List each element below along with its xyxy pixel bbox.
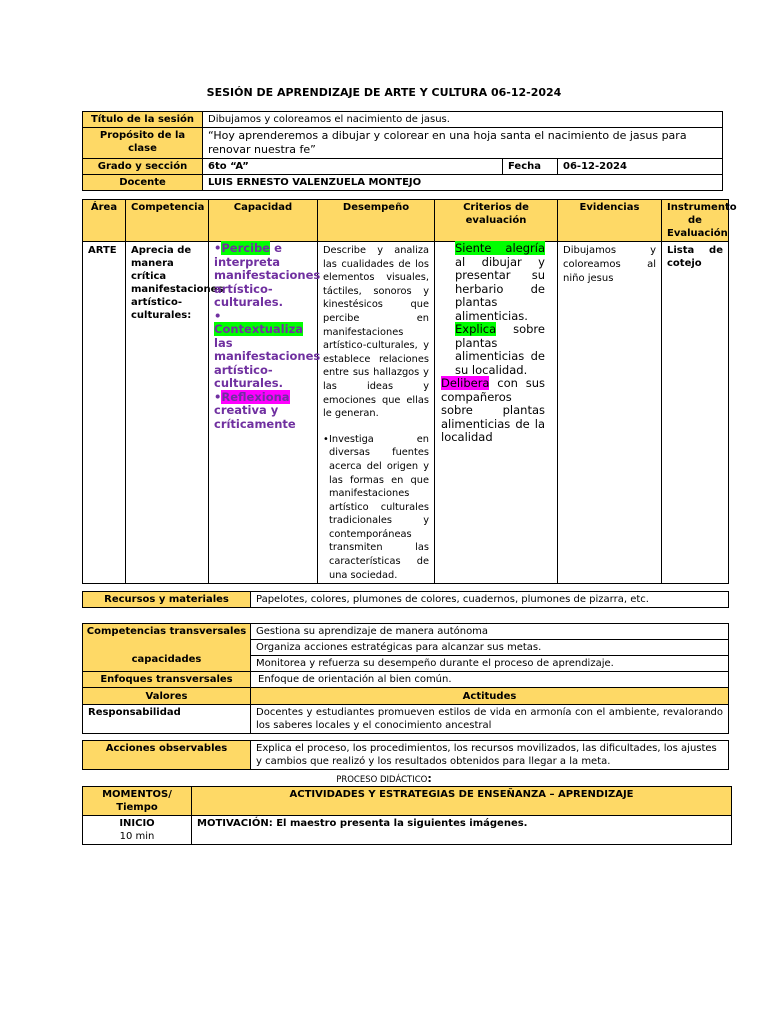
inicio-label: INICIO: [119, 818, 155, 829]
enfoque-value: Enfoque de orientación al bien común.: [251, 672, 729, 688]
criterio-text: al dibujar y presentar su herbario de plantas alimenticias.: [455, 254, 545, 323]
criterio-item: [441, 242, 545, 323]
criterio-item: [441, 377, 545, 445]
valor-value: Responsabilidad: [83, 705, 251, 734]
capacidad-item: [214, 308, 321, 391]
session-info-table: [82, 111, 723, 191]
header-criterios: Criterios de evaluación: [435, 200, 558, 242]
capacidad-text: creativa y críticamente: [214, 403, 296, 431]
docente-label: Docente: [83, 175, 203, 191]
evidencias-cell: Dibujamos y coloreamos al niño jesus: [558, 242, 662, 584]
titulo-value: Dibujamos y coloreamos el nacimiento de jasus.: [203, 112, 723, 128]
actividades-header: ACTIVIDADES Y ESTRATEGIAS DE ENSEÑANZA – APRENDIZAJE: [192, 787, 732, 816]
criterio-highlight: Delibera: [441, 376, 490, 390]
actitudes-label: Actitudes: [251, 688, 729, 705]
inicio-cell: [83, 816, 192, 845]
proceso-label-text: PROCESO DIDÁCTICO: [336, 775, 428, 785]
criterio-highlight: Explica: [455, 322, 497, 336]
recursos-table: [82, 591, 729, 608]
competencia-cell: Aprecia de manera crítica manifestaciones artístico-culturales:: [126, 242, 209, 584]
grado-label: Grado y sección: [83, 159, 203, 175]
area-cell: ARTE: [83, 242, 126, 584]
header-competencia: Competencia: [126, 200, 209, 242]
capacidad-highlight: Contextualiza: [214, 322, 304, 336]
header-evidencias: Evidencias: [558, 200, 662, 242]
bullet-icon: •: [214, 308, 222, 323]
capacidad-text: las manifestaciones artístico-culturales.: [214, 335, 321, 390]
competency-table: [82, 199, 737, 584]
capacidad-item: [214, 241, 321, 310]
criterios-cell: [435, 242, 558, 584]
capacidad-highlight: Reflexiona: [221, 389, 290, 404]
inicio-time: 10 min: [119, 831, 155, 842]
desempeno-text: Investiga en diversas fuentes acerca del origen y las formas en que manifestaciones artístico culturales tradicionales y contemporáneas transmiten las características de una sociedad.: [329, 433, 429, 581]
valores-label: Valores: [83, 688, 251, 705]
enfoques-label: Enfoques transversales: [83, 672, 251, 688]
motivacion-text: MOTIVACIÓN: El maestro presenta la siguientes imágenes.: [192, 816, 732, 845]
docente-value: LUIS ERNESTO VALENZUELA MONTEJO: [203, 175, 723, 191]
capacidad-text: e interpreta manifestaciones artístico-culturales.: [214, 241, 321, 309]
transversal-item: Monitorea y refuerza su desempeño durante el proceso de aprendizaje.: [251, 656, 729, 672]
acciones-value: Explica el proceso, los procedimientos, los recursos movilizados, las dificultades, los ajustes y cambios que realizó y los resultados obtenidos para llegar a la meta.: [251, 741, 729, 770]
proposito-value: “Hoy aprenderemos a dibujar y colorear en una hoja santa el nacimiento de jasus para renovar nuestra fe”: [203, 128, 723, 159]
fecha-value: 06-12-2024: [558, 159, 723, 175]
acciones-table: [82, 740, 729, 770]
instrumento-cell: Lista de cotejo: [662, 242, 729, 584]
header-area: Área: [83, 200, 126, 242]
transversal-item: Gestiona su aprendizaje de manera autónoma: [251, 624, 729, 640]
transversal-item: Organiza acciones estratégicas para alcanzar sus metas.: [251, 640, 729, 656]
momentos-header: MOMENTOS/ Tiempo: [83, 787, 192, 816]
page-title: SESIÓN DE APRENDIZAJE DE ARTE Y CULTURA 06-12-2024: [206, 86, 562, 99]
bullet-icon: •: [323, 433, 329, 445]
proceso-didactico-label: [0, 772, 768, 785]
bullet-icon: •: [214, 241, 222, 255]
header-desempeno: Desempeño: [318, 200, 435, 242]
bullet-icon: •: [214, 389, 222, 404]
header-instrumento: Instrumento de Evaluación: [662, 200, 729, 242]
grado-value: 6to “A”: [203, 159, 503, 175]
proceso-table: [82, 786, 732, 845]
capacidad-item: [214, 391, 312, 432]
acciones-label: Acciones observables: [83, 741, 251, 770]
criterio-text: con sus compañeros sobre plantas alimenticias de la localidad: [441, 376, 545, 444]
competencias-transversales-label: Competencias transversales: [86, 626, 247, 637]
capacidad-cell: [209, 241, 321, 584]
recursos-value: Papelotes, colores, plumones de colores, cuadernos, plumones de pizarra, etc.: [251, 592, 729, 608]
transversal-table: [82, 623, 729, 734]
capacidad-highlight: Percibe: [221, 241, 271, 255]
criterio-item: [441, 323, 545, 377]
actitud-value: Docentes y estudiantes promueven estilos de vida en armonía con el ambiente, revalorando los saberes locales y el conocimiento ancestral: [251, 705, 729, 734]
titulo-label: Título de la sesión: [83, 112, 203, 128]
fecha-label: Fecha: [503, 159, 558, 175]
criterio-highlight: Siente alegría: [455, 241, 545, 255]
desempeno-item: [323, 433, 429, 583]
recursos-label: Recursos y materiales: [83, 592, 251, 608]
proposito-label: Propósito de la clase: [83, 128, 203, 159]
proceso-colon: :: [427, 772, 432, 785]
criterio-text: sobre plantas alimenticias de su localidad.: [455, 322, 545, 377]
desempeno-item: Describe y analiza las cualidades de los elementos visuales, táctiles, sonoros y kinestésicos que percibe en manifestaciones artístico-culturales, y establece relaciones entre sus hallazgos y las ideas y emociones que ellas le generan.: [323, 245, 429, 420]
header-capacidad: Capacidad: [209, 200, 318, 242]
competencias-transversales-cell: [83, 624, 251, 672]
desempeno-cell: [318, 242, 435, 584]
capacidades-label: capacidades: [131, 654, 202, 665]
